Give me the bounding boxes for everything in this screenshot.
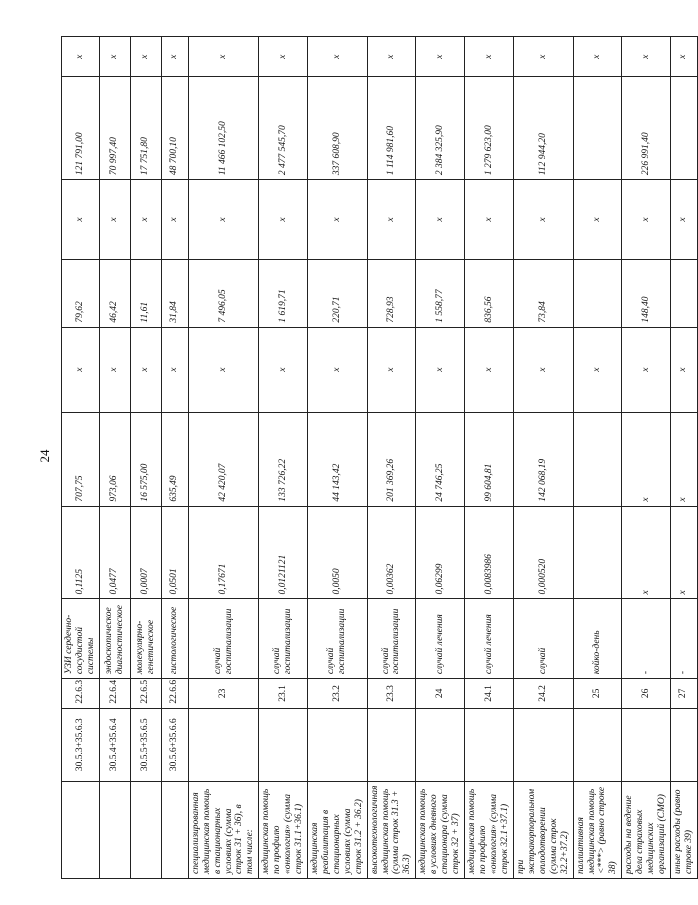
row-code-cell: 24.2 — [513, 679, 573, 708]
col11-cell: x — [513, 37, 573, 77]
row-name-cell: медицинская помощь по профилю «онкология» (сумма строк 31.1+36.1) — [259, 781, 308, 878]
total-amount-cell: 112 944,20 — [513, 77, 573, 180]
col7-cell: x — [62, 327, 100, 412]
norm-value-cell: x — [622, 506, 671, 599]
row-name-cell: специализированная медицинская помощь в стационарных условиях (сумма строк 31 + 36), в том числе: — [188, 781, 259, 878]
col7-cell: x — [573, 327, 622, 412]
formula-cell — [622, 708, 671, 781]
formula-cell — [513, 708, 573, 781]
col9-cell: x — [99, 180, 130, 260]
per-capita-cell — [573, 259, 622, 327]
col9-cell: x — [513, 180, 573, 260]
cost-value-cell: 133 726,22 — [259, 412, 308, 506]
table-row — [307, 37, 367, 879]
per-capita-cell: 1 558,77 — [416, 259, 465, 327]
norm-value-cell: 0,00362 — [367, 506, 416, 599]
row-name-cell — [62, 781, 100, 878]
unit-cell: койко-день — [573, 599, 622, 679]
row-code-cell: 26 — [622, 679, 671, 708]
col11-cell: x — [416, 37, 465, 77]
cost-value-cell: 99 604,81 — [465, 412, 514, 506]
cost-value-cell: 24 746,25 — [416, 412, 465, 506]
table-row — [513, 37, 573, 879]
row-code-cell: 22.6.5 — [130, 679, 161, 708]
per-capita-cell — [670, 259, 697, 327]
col9-cell: x — [670, 180, 697, 260]
norm-value-cell: 0,000520 — [513, 506, 573, 599]
per-capita-cell: 46,42 — [99, 259, 130, 327]
cost-value-cell: 635,49 — [161, 412, 188, 506]
row-name-cell: при экстракорпоральном оплодотворении (сумма строк 32.2+37.2) — [513, 781, 573, 878]
formula-cell: 30.5.4+35.6.4 — [99, 708, 130, 781]
row-name-cell — [161, 781, 188, 878]
col7-cell: x — [416, 327, 465, 412]
col11-cell: x — [670, 37, 697, 77]
col11-cell: x — [622, 37, 671, 77]
row-code-cell: 24 — [416, 679, 465, 708]
cost-value-cell: 42 420,07 — [188, 412, 259, 506]
cost-value-cell: 142 068,19 — [513, 412, 573, 506]
col9-cell: x — [367, 180, 416, 260]
norm-value-cell — [573, 506, 622, 599]
formula-cell — [670, 708, 697, 781]
col9-cell: x — [259, 180, 308, 260]
unit-cell: случай госпитализации — [367, 599, 416, 679]
col11-cell: x — [307, 37, 367, 77]
unit-cell: гистологическое — [161, 599, 188, 679]
col7-cell: x — [307, 327, 367, 412]
per-capita-cell: 728,93 — [367, 259, 416, 327]
col7-cell: x — [513, 327, 573, 412]
formula-cell — [259, 708, 308, 781]
total-amount-cell: 70 997,40 — [99, 77, 130, 180]
formula-cell: 30.5.6+35.6.6 — [161, 708, 188, 781]
unit-cell: случай лечения — [416, 599, 465, 679]
table-row — [99, 37, 130, 879]
per-capita-cell: 220,71 — [307, 259, 367, 327]
unit-cell: случай — [513, 599, 573, 679]
formula-cell — [416, 708, 465, 781]
cost-value-cell: 44 143,42 — [307, 412, 367, 506]
total-amount-cell: 121 791,00 — [62, 77, 100, 180]
col7-cell: x — [465, 327, 514, 412]
row-code-cell: 27 — [670, 679, 697, 708]
row-code-cell: 23 — [188, 679, 259, 708]
per-capita-cell: 1 619,71 — [259, 259, 308, 327]
total-amount-cell: 337 608,90 — [307, 77, 367, 180]
total-amount-cell: 11 466 102,50 — [188, 77, 259, 180]
table-row — [622, 37, 671, 879]
col11-cell: x — [130, 37, 161, 77]
row-name-cell: иные расходы (равно строке 39) — [670, 781, 697, 878]
norm-value-cell: 0,0501 — [161, 506, 188, 599]
total-amount-cell — [573, 77, 622, 180]
row-code-cell: 22.6.4 — [99, 679, 130, 708]
cost-value-cell: 973,06 — [99, 412, 130, 506]
per-capita-cell: 148,40 — [622, 259, 671, 327]
col11-cell: x — [99, 37, 130, 77]
col9-cell: x — [62, 180, 100, 260]
norm-value-cell: 0,0477 — [99, 506, 130, 599]
norm-value-cell: 0,0007 — [130, 506, 161, 599]
unit-cell: случай госпитализации — [188, 599, 259, 679]
table-row — [259, 37, 308, 879]
formula-cell — [465, 708, 514, 781]
col9-cell: x — [622, 180, 671, 260]
row-name-cell: медицинская помощь в условиях дневного стационара (сумма строк 32 + 37) — [416, 781, 465, 878]
unit-cell: молекулярно-генетическое — [130, 599, 161, 679]
col7-cell: x — [99, 327, 130, 412]
col11-cell: x — [465, 37, 514, 77]
row-code-cell: 24.1 — [465, 679, 514, 708]
table-row — [161, 37, 188, 879]
col7-cell: x — [367, 327, 416, 412]
col9-cell: x — [161, 180, 188, 260]
row-name-cell: расходы на ведение дела страховых медицинских организаций (СМО) — [622, 781, 671, 878]
col7-cell: x — [161, 327, 188, 412]
unit-cell: - — [622, 599, 671, 679]
formula-cell — [573, 708, 622, 781]
unit-cell: случай госпитализации — [307, 599, 367, 679]
per-capita-cell: 11,61 — [130, 259, 161, 327]
formula-cell: 30.5.5+35.6.5 — [130, 708, 161, 781]
row-code-cell: 23.1 — [259, 679, 308, 708]
row-code-cell: 23.3 — [367, 679, 416, 708]
unit-cell: случай госпитализации — [259, 599, 308, 679]
col9-cell: x — [130, 180, 161, 260]
norm-value-cell: 0,0121121 — [259, 506, 308, 599]
page-number: 24 — [37, 449, 52, 463]
row-code-cell: 22.6.3 — [62, 679, 100, 708]
col9-cell: x — [573, 180, 622, 260]
total-amount-cell: 48 700,10 — [161, 77, 188, 180]
cost-value-cell: 16 575,00 — [130, 412, 161, 506]
cost-value-cell: 707,75 — [62, 412, 100, 506]
total-amount-cell: 17 751,80 — [130, 77, 161, 180]
per-capita-cell: 31,84 — [161, 259, 188, 327]
table-row — [130, 37, 161, 879]
table-row — [670, 37, 697, 879]
col7-cell: x — [259, 327, 308, 412]
total-amount-cell: 1 114 981,60 — [367, 77, 416, 180]
cost-value-cell: x — [670, 412, 697, 506]
table-row — [62, 37, 100, 879]
norm-value-cell: 0,0050 — [307, 506, 367, 599]
norm-value-cell: x — [670, 506, 697, 599]
table-row — [188, 37, 259, 879]
row-code-cell: 25 — [573, 679, 622, 708]
norm-value-cell: 0,1125 — [62, 506, 100, 599]
row-name-cell: медицинская помощь по профилю «онкология» (сумма строк 32.1+37.1) — [465, 781, 514, 878]
row-code-cell: 23.2 — [307, 679, 367, 708]
rotated-table-sheet — [61, 36, 694, 879]
col7-cell: x — [188, 327, 259, 412]
unit-cell: УЗИ сердечно-сосудистой системы — [62, 599, 100, 679]
per-capita-cell: 836,56 — [465, 259, 514, 327]
total-amount-cell: 2 477 545,70 — [259, 77, 308, 180]
norm-value-cell: 0,0083986 — [465, 506, 514, 599]
total-amount-cell: 2 384 325,90 — [416, 77, 465, 180]
col7-cell: x — [130, 327, 161, 412]
row-name-cell — [99, 781, 130, 878]
formula-cell — [367, 708, 416, 781]
total-amount-cell: 226 991,40 — [622, 77, 671, 180]
norm-value-cell: 0,06299 — [416, 506, 465, 599]
cost-value-cell: 201 369,26 — [367, 412, 416, 506]
col11-cell: x — [161, 37, 188, 77]
unit-cell: эндоскопическое диагностическое — [99, 599, 130, 679]
table-row — [573, 37, 622, 879]
col7-cell: x — [670, 327, 697, 412]
cost-value-cell: x — [622, 412, 671, 506]
col9-cell: x — [465, 180, 514, 260]
col11-cell: x — [259, 37, 308, 77]
total-amount-cell: 1 279 623,00 — [465, 77, 514, 180]
unit-cell: случай лечения — [465, 599, 514, 679]
norm-value-cell: 0,17671 — [188, 506, 259, 599]
col11-cell: x — [573, 37, 622, 77]
row-name-cell: медицинская реабилитация в стационарных условиях (сумма строк 31.2 + 36.2) — [307, 781, 367, 878]
per-capita-cell: 73,84 — [513, 259, 573, 327]
formula-cell — [188, 708, 259, 781]
cost-value-cell — [573, 412, 622, 506]
col9-cell: x — [416, 180, 465, 260]
row-name-cell — [130, 781, 161, 878]
row-name-cell: высокотехнологичная медицинская помощь (сумма строк 31.3 + 36.3) — [367, 781, 416, 878]
table-row — [367, 37, 416, 879]
formula-cell — [307, 708, 367, 781]
col11-cell: x — [367, 37, 416, 77]
per-capita-cell: 79,62 — [62, 259, 100, 327]
row-name-cell: паллиативная медицинская помощь <***> (равно строке 38) — [573, 781, 622, 878]
total-amount-cell — [670, 77, 697, 180]
col11-cell: x — [62, 37, 100, 77]
row-code-cell: 22.6.6 — [161, 679, 188, 708]
table-row — [465, 37, 514, 879]
table-row — [416, 37, 465, 879]
col11-cell: x — [188, 37, 259, 77]
col9-cell: x — [307, 180, 367, 260]
unit-cell: - — [670, 599, 697, 679]
per-capita-cell: 7 496,05 — [188, 259, 259, 327]
financing-table — [61, 36, 698, 879]
formula-cell: 30.5.3+35.6.3 — [62, 708, 100, 781]
col9-cell: x — [188, 180, 259, 260]
col7-cell: x — [622, 327, 671, 412]
